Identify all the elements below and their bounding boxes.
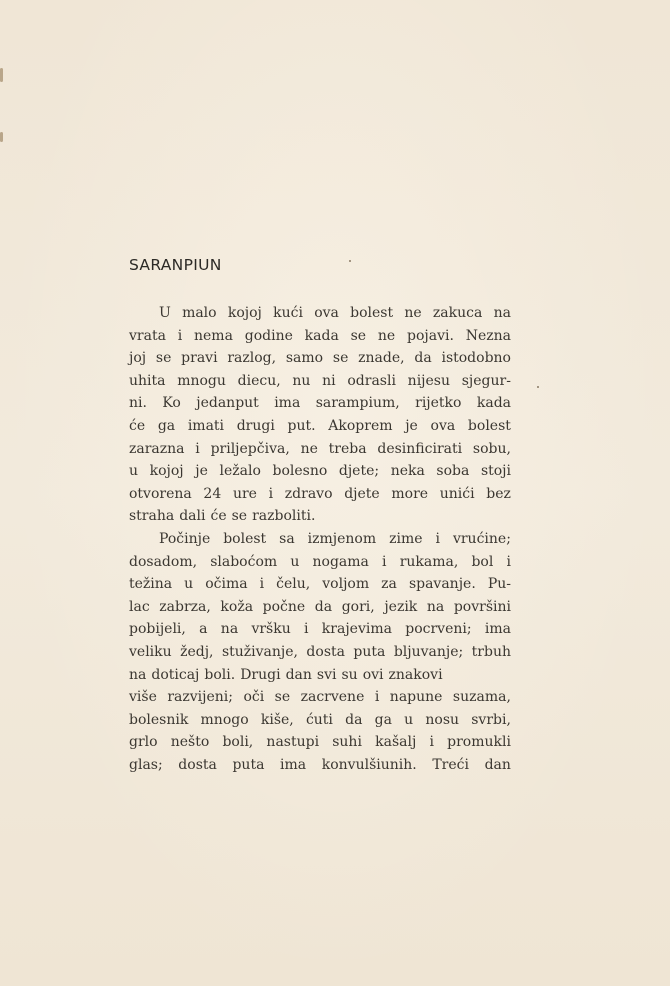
word: razboliti.	[252, 508, 316, 525]
word: počne	[262, 598, 306, 615]
text-line	[129, 505, 511, 528]
word: nogama	[312, 553, 369, 570]
word: ovi	[362, 666, 384, 683]
word: zakuca	[432, 305, 483, 321]
word: grlo	[129, 734, 158, 751]
word: otvorena	[129, 485, 192, 502]
word: dosta	[306, 643, 345, 660]
word: kašalj	[375, 734, 417, 751]
word: ne	[404, 305, 422, 321]
word: sobu,	[472, 440, 511, 457]
word: ležalo	[219, 463, 261, 480]
word: voljom	[322, 576, 370, 593]
word: ima	[274, 395, 301, 412]
word: sa	[279, 530, 295, 547]
word: stuživanje,	[221, 643, 298, 660]
word: ga	[374, 711, 392, 728]
text-line	[129, 709, 511, 732]
word: kući	[273, 305, 303, 321]
word: nu	[292, 372, 311, 389]
word: neka	[390, 463, 425, 480]
word: put.	[287, 417, 316, 434]
word: doticaj	[151, 666, 200, 683]
word: suzama,	[452, 689, 511, 706]
word: je	[195, 463, 208, 480]
word: godine	[244, 327, 293, 344]
word: Ko	[162, 395, 181, 412]
word: površini	[453, 598, 511, 615]
word: imati	[187, 417, 225, 434]
word: mnogu	[177, 372, 226, 389]
word: nema	[194, 327, 233, 344]
word: uhita	[129, 372, 166, 389]
word: bez	[486, 485, 511, 502]
word: trbuh	[471, 643, 511, 660]
word: Treći	[432, 756, 469, 773]
word: rijetko	[415, 395, 462, 412]
word: U	[159, 305, 171, 321]
word: treba	[328, 440, 367, 457]
word: soba	[436, 463, 470, 480]
word: vrata	[129, 327, 166, 344]
word: je	[405, 417, 418, 434]
word: da	[345, 711, 363, 728]
word: straha	[129, 508, 175, 525]
word: slaboćom	[210, 553, 278, 570]
word: jedanput	[196, 395, 259, 412]
word: dan	[285, 666, 312, 683]
word: svrbi,	[471, 711, 511, 728]
word: pobijeli,	[129, 621, 186, 638]
word: očima	[205, 576, 248, 593]
word: napune	[389, 689, 443, 706]
word: dan	[484, 756, 511, 773]
word: u	[129, 463, 139, 480]
text-line	[129, 483, 511, 506]
word: nosu	[425, 711, 460, 728]
word: ova	[314, 305, 339, 321]
word: i	[304, 621, 309, 638]
word: i	[435, 530, 440, 547]
word: glas;	[129, 756, 163, 773]
word: vrućine;	[452, 530, 511, 547]
text-line	[129, 731, 511, 754]
word: priljepčiva,	[210, 440, 290, 457]
text-line	[129, 370, 511, 393]
section-heading: SARANPIUN	[129, 256, 222, 274]
word: kada	[304, 327, 339, 344]
word: kada	[476, 395, 511, 412]
word: zarazna	[129, 440, 185, 457]
paper-speck	[349, 260, 351, 262]
word: i	[268, 485, 274, 502]
word: se	[231, 508, 248, 525]
word: drugi	[236, 417, 275, 434]
word: samo	[285, 350, 324, 367]
word: jezik	[384, 598, 418, 615]
word: će	[129, 417, 146, 434]
text-line	[129, 618, 511, 641]
word: suhi	[332, 734, 362, 751]
word: ćuti	[305, 711, 333, 728]
word: joj	[129, 350, 147, 367]
text-line	[129, 754, 511, 777]
word: nijesu	[407, 372, 450, 389]
word: i	[374, 689, 380, 706]
word: boli.	[204, 666, 236, 683]
paper-speck	[537, 386, 539, 388]
word: rukama,	[399, 553, 459, 570]
word: znade,	[358, 350, 405, 367]
word: bolest	[467, 417, 511, 434]
word: desinficirati	[377, 440, 463, 457]
word: koža	[220, 598, 254, 615]
word: ima	[280, 756, 307, 773]
text-line	[129, 551, 511, 574]
body-paragraphs	[129, 302, 511, 776]
text-line	[129, 325, 511, 348]
word: kojoj	[149, 463, 184, 480]
word: i	[195, 440, 200, 457]
text-line	[129, 641, 511, 664]
word: se	[274, 689, 291, 706]
word: za	[381, 576, 397, 593]
text-line	[129, 347, 511, 370]
word: odrasli	[347, 372, 396, 389]
word: i	[429, 734, 434, 751]
word: ure	[232, 485, 257, 502]
word: pravi	[181, 350, 218, 367]
word: gori,	[341, 598, 375, 615]
word: na	[493, 305, 511, 321]
word: lac	[129, 598, 150, 615]
word: malo	[182, 305, 217, 321]
word: Pu-	[487, 576, 511, 593]
word: unići	[439, 485, 475, 502]
word: Počinje	[159, 530, 211, 547]
word: konvulšiunih.	[321, 756, 417, 773]
word: bolesnik	[129, 711, 189, 728]
word: ga	[157, 417, 176, 434]
text-line	[129, 596, 511, 619]
word: djete	[344, 485, 380, 502]
word: promukli	[447, 734, 511, 751]
word: pojavi.	[407, 327, 454, 344]
word: više	[129, 689, 157, 706]
text-line	[129, 438, 511, 461]
word: razlog,	[227, 350, 277, 367]
word: kiše,	[260, 711, 294, 728]
word: spavanje.	[408, 576, 476, 593]
word: zabrza,	[159, 598, 211, 615]
text-line	[129, 664, 511, 687]
word: bolesno	[272, 463, 328, 480]
word: i	[259, 576, 265, 593]
word: u	[404, 711, 414, 728]
word: istodobno	[441, 350, 511, 367]
word: da	[314, 598, 333, 615]
text-line	[129, 415, 511, 438]
text-line	[129, 392, 511, 415]
word: puta	[353, 643, 386, 660]
word: dosta	[178, 756, 217, 773]
word: bljuvanje;	[393, 643, 464, 660]
word: težina	[129, 576, 173, 593]
word: diecu,	[237, 372, 281, 389]
word: Drugi	[240, 666, 281, 683]
word: na	[220, 621, 239, 638]
word: dosadom,	[129, 553, 198, 570]
word: more	[391, 485, 429, 502]
word: bolest	[223, 530, 267, 547]
word: znakovi	[388, 666, 443, 683]
word: nešto	[170, 734, 210, 751]
word: razvijeni;	[167, 689, 233, 706]
word: se	[350, 327, 367, 344]
word: djete;	[338, 463, 380, 480]
word: u	[184, 576, 194, 593]
text-line	[129, 573, 511, 596]
word: oči	[243, 689, 265, 706]
word: u	[290, 553, 300, 570]
word: zacrvene	[300, 689, 365, 706]
word: ni.	[129, 395, 147, 412]
word: će	[210, 508, 227, 525]
word: ne	[377, 327, 396, 344]
word: bolest	[350, 305, 394, 321]
word: Nezna	[465, 327, 511, 344]
word: kojoj	[227, 305, 262, 321]
word: krajevima	[321, 621, 392, 638]
word: žedj,	[180, 643, 214, 660]
word: vršku	[251, 621, 291, 638]
word: su	[341, 666, 358, 683]
word: pocrveni;	[405, 621, 472, 638]
text-line	[129, 460, 511, 483]
word: 24	[203, 485, 222, 502]
word: a	[199, 621, 208, 638]
word: zdravo	[284, 485, 333, 502]
word: izmjenom	[307, 530, 377, 547]
word: ne	[300, 440, 318, 457]
word: ova	[430, 417, 456, 434]
word: dali	[179, 508, 206, 525]
word: se	[332, 350, 349, 367]
word: Akoprem	[328, 417, 393, 434]
word: čelu,	[276, 576, 311, 593]
page-edge-mark	[0, 132, 3, 142]
word: mnogo	[200, 711, 249, 728]
word: na	[426, 598, 445, 615]
word: i	[506, 553, 511, 570]
word: puta	[232, 756, 265, 773]
word: na	[129, 666, 147, 683]
word: bol	[471, 553, 494, 570]
word: svi	[316, 666, 337, 683]
word: stoji	[480, 463, 511, 480]
text-line	[129, 686, 511, 709]
word: i	[177, 327, 183, 344]
text-line	[129, 302, 511, 325]
text-line	[129, 528, 511, 551]
word: zime	[389, 530, 423, 547]
word: boli,	[222, 734, 254, 751]
word: nastupi	[266, 734, 320, 751]
page-edge-mark	[0, 68, 3, 82]
word: sjegur-	[461, 372, 511, 389]
word: se	[155, 350, 172, 367]
word: da	[414, 350, 432, 367]
word: sarampium,	[315, 395, 400, 412]
word: veliku	[129, 643, 172, 660]
word: i	[382, 553, 387, 570]
word: ni	[322, 372, 336, 389]
word: ima	[484, 621, 511, 638]
